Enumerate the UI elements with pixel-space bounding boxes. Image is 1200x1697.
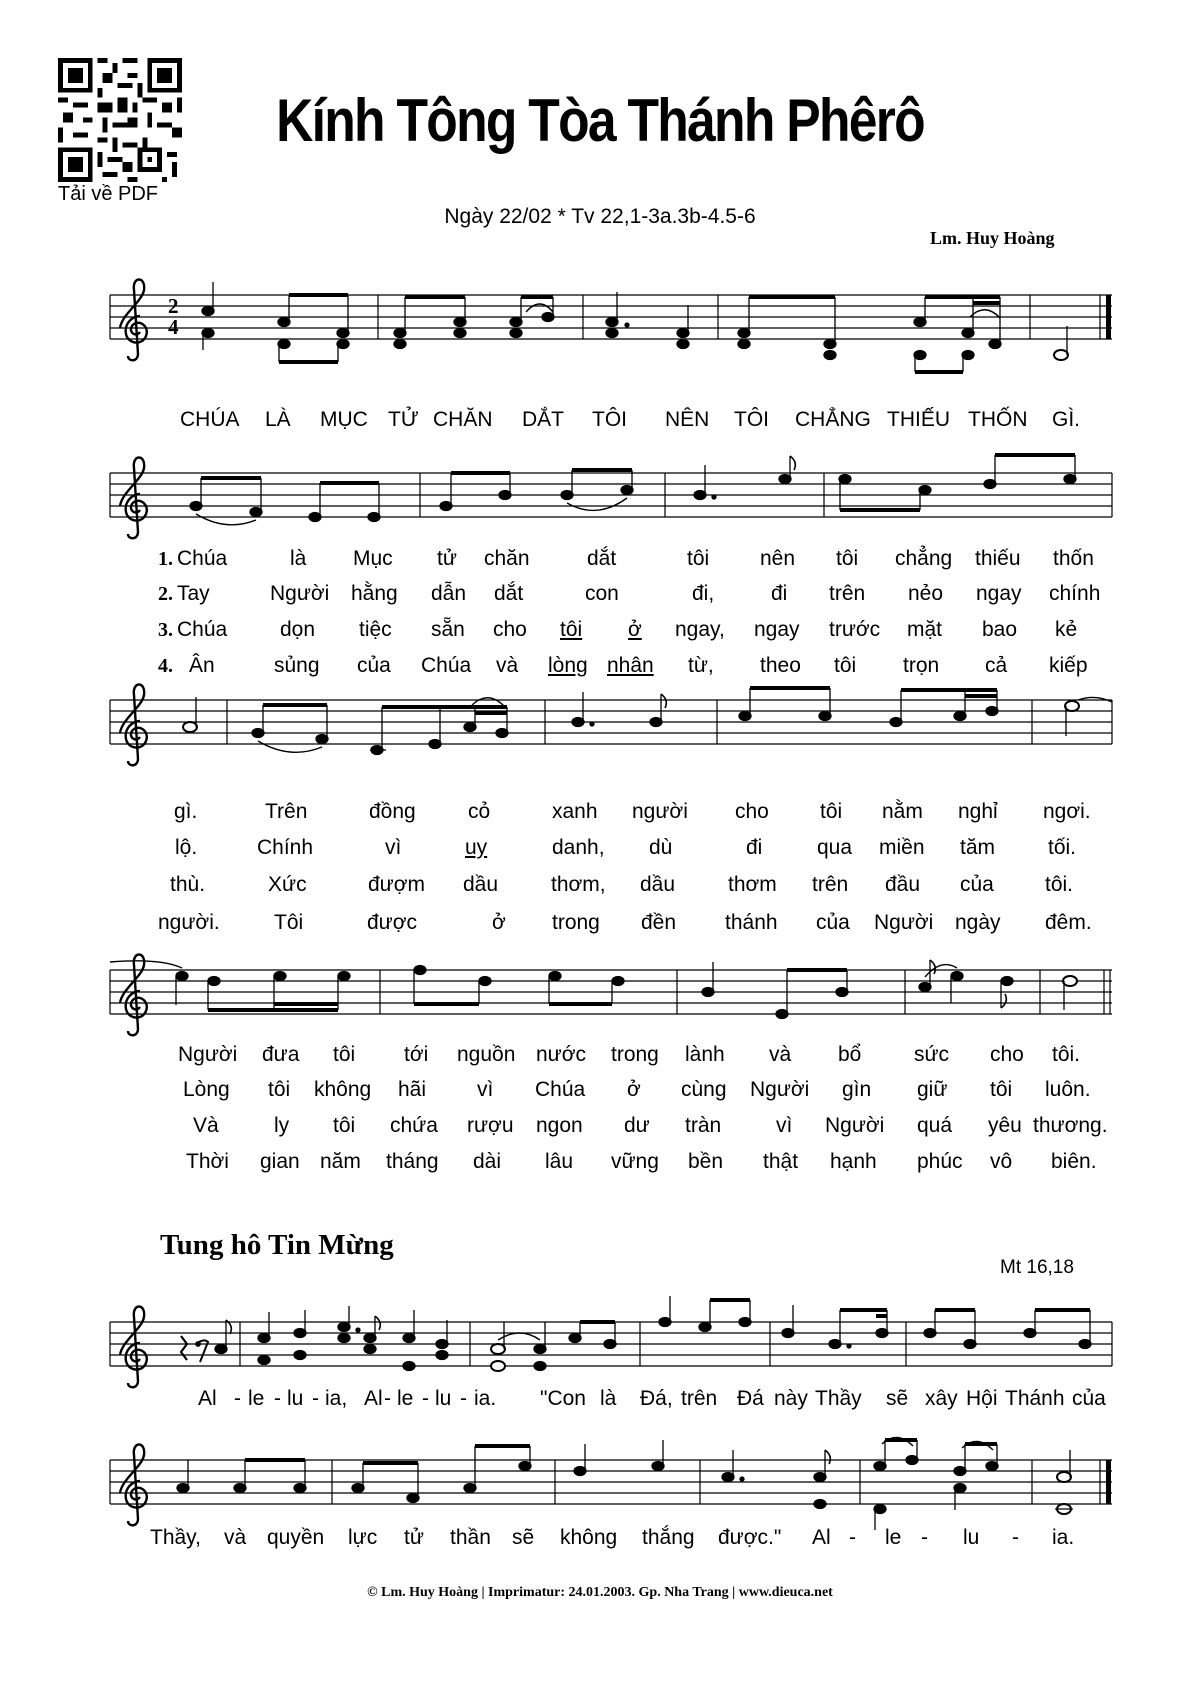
lyric: ngay, <box>675 618 725 641</box>
lyric: tử <box>404 1526 424 1549</box>
lyric: le <box>885 1526 902 1549</box>
lyric: mặt <box>907 618 943 641</box>
lyric: tôi <box>687 547 710 570</box>
lyric: lộ. <box>175 836 198 859</box>
lyric: Đá, <box>640 1387 673 1410</box>
lyric: được <box>367 911 418 934</box>
lyric: nhân <box>607 654 654 677</box>
lyric: biên. <box>1051 1150 1097 1173</box>
lyric: thơm <box>728 873 777 896</box>
lyric: cùng <box>681 1078 727 1101</box>
lyric: sủng <box>274 654 320 677</box>
lyric: thật <box>763 1150 799 1173</box>
lyric: luôn. <box>1045 1078 1091 1101</box>
lyric: - <box>384 1387 391 1410</box>
lyric: trong <box>611 1043 659 1066</box>
lyric: miền <box>879 836 925 859</box>
verse-staff-2 <box>110 685 1112 766</box>
lyric: không <box>560 1526 618 1549</box>
lyric: trước <box>829 618 881 641</box>
lyric: đượm <box>368 873 426 896</box>
lyric: ở <box>492 911 506 934</box>
lyric: Al <box>198 1387 217 1410</box>
lyric: thốn <box>1053 547 1094 570</box>
lyric: và <box>496 654 519 677</box>
lyric: nẻo <box>908 582 944 605</box>
lyric: - <box>312 1387 319 1410</box>
lyric: tôi <box>268 1078 291 1101</box>
lyric: trên <box>681 1387 718 1410</box>
lyric: đi <box>771 582 788 605</box>
lyric: nguồn <box>457 1043 516 1066</box>
lyric: Hội <box>966 1387 998 1410</box>
lyric: CHĂN <box>433 408 493 431</box>
lyric: của <box>357 654 391 677</box>
lyric: tới <box>404 1043 429 1066</box>
time-sig-top: 2 <box>168 294 179 318</box>
lyric: của <box>960 873 994 896</box>
lyric: "Con <box>540 1387 586 1410</box>
lyric: tối. <box>1048 836 1077 859</box>
lyric: gìn <box>842 1078 872 1101</box>
lyric: gian <box>260 1150 300 1173</box>
lyric: Thánh <box>1005 1387 1065 1410</box>
lyric: đưa <box>262 1043 300 1066</box>
lyric: THỐN <box>968 408 1028 431</box>
footer-copyright: © Lm. Huy Hoàng | Imprimatur: 24.01.2003. Gp. Nha Trang | www.dieuca.net <box>367 1585 833 1600</box>
time-sig-bottom: 4 <box>168 315 179 339</box>
lyric: này <box>774 1387 808 1410</box>
lyric: hằng <box>351 582 398 605</box>
lyric: Xức <box>268 873 307 896</box>
lyric: rượu <box>467 1114 514 1137</box>
acclamation-staff-2 <box>110 1437 1112 1530</box>
lyric: le <box>397 1387 414 1410</box>
lyric: lu <box>963 1526 980 1549</box>
lyric: - <box>1012 1526 1019 1549</box>
lyric: dầu <box>463 873 499 896</box>
lyric: cho <box>493 618 527 641</box>
verse-staff-3 <box>110 955 1112 1036</box>
lyric: tôi <box>333 1043 356 1066</box>
acclamation-title: Tung hô Tin Mừng <box>160 1229 394 1261</box>
lyric: le <box>248 1387 265 1410</box>
lyric: là <box>290 547 307 570</box>
lyric: kiếp <box>1049 654 1088 677</box>
lyric: giữ <box>917 1078 948 1101</box>
lyric: không <box>314 1078 372 1101</box>
lyric: người. <box>158 911 220 934</box>
lyric: chẳng <box>895 547 953 570</box>
lyric: năm <box>320 1150 361 1173</box>
lyric: ia, <box>325 1387 348 1410</box>
verse-number: 2. Tay <box>158 582 210 605</box>
lyric: qua <box>817 836 853 859</box>
lyric: Người <box>874 911 934 934</box>
lyric: MỤC <box>320 408 368 431</box>
lyric: cỏ <box>468 800 491 823</box>
lyric: ở <box>627 1078 641 1101</box>
lyric: bao <box>982 618 1018 641</box>
lyric: từ, <box>688 654 714 677</box>
lyric: ở <box>628 618 642 641</box>
lyric: cho <box>990 1043 1024 1066</box>
lyric: vì <box>477 1078 494 1101</box>
lyric: ngon <box>536 1114 583 1137</box>
lyric: lực <box>348 1526 378 1549</box>
lyric: dài <box>473 1150 502 1173</box>
acclamation-reference: Mt 16,18 <box>1000 1257 1074 1278</box>
lyric: DẮT <box>522 408 564 431</box>
lyric: tử <box>437 547 457 570</box>
lyric: - <box>460 1387 467 1410</box>
lyric: TỬ <box>388 408 419 431</box>
lyric: tôi. <box>1052 1043 1081 1066</box>
lyric: Và <box>193 1114 219 1137</box>
lyric: LÀ <box>265 408 291 431</box>
lyric: lâu <box>545 1150 574 1173</box>
lyric: quá <box>917 1114 953 1137</box>
lyric: thiếu <box>975 547 1021 570</box>
lyric: thắng <box>642 1526 695 1549</box>
lyric: trên <box>812 873 849 896</box>
lyric: nên <box>760 547 796 570</box>
lyric: trong <box>552 911 600 934</box>
lyric: vững <box>611 1150 659 1173</box>
lyric: Chúa <box>535 1078 586 1101</box>
lyric: Mục <box>353 547 393 570</box>
lyric: sẽ <box>512 1526 535 1549</box>
lyric: của <box>816 911 850 934</box>
lyric: thần <box>450 1526 491 1549</box>
lyric: cho <box>735 800 769 823</box>
lyric: Người <box>825 1114 885 1137</box>
lyric: chính <box>1049 582 1101 605</box>
lyric: dắt <box>587 547 617 570</box>
lyric: CHẲNG <box>795 408 871 431</box>
lyric: sức <box>914 1043 950 1066</box>
composer-name: Lm. Huy Hoàng <box>930 228 1055 248</box>
lyric: dắt <box>494 582 524 605</box>
lyric: gì. <box>174 800 198 823</box>
lyric: - <box>921 1526 928 1549</box>
lyric: tăm <box>960 836 996 859</box>
lyric: tràn <box>685 1114 722 1137</box>
lyric: ly <box>274 1114 290 1137</box>
lyric: dầu <box>640 873 676 896</box>
lyric: thánh <box>725 911 778 934</box>
lyric: thương. <box>1033 1114 1108 1137</box>
lyric: chăn <box>484 547 530 570</box>
lyric: lòng <box>548 654 588 677</box>
lyric: yêu <box>988 1114 1022 1137</box>
lyric: GÌ. <box>1052 408 1081 431</box>
lyric: tháng <box>386 1150 439 1173</box>
lyric: được." <box>718 1526 782 1549</box>
lyric: THIẾU <box>887 408 950 431</box>
lyric: tôi <box>560 618 583 641</box>
lyric: tôi <box>834 654 857 677</box>
lyric: trên <box>829 582 866 605</box>
lyric: tôi <box>333 1114 356 1137</box>
verse-staff-1 <box>110 455 1112 538</box>
lyric: cả <box>985 654 1008 677</box>
lyric: tôi <box>820 800 843 823</box>
lyric: Al <box>812 1526 831 1549</box>
download-pdf-link[interactable]: Tải về PDF <box>58 183 159 205</box>
lyric: vì <box>776 1114 793 1137</box>
refrain-staff <box>110 280 1112 373</box>
lyric: là <box>600 1387 617 1410</box>
lyric: Tôi <box>274 911 304 934</box>
lyric: đêm. <box>1045 911 1092 934</box>
lyric: ia. <box>474 1387 497 1410</box>
lyric: Al <box>364 1387 383 1410</box>
lyric: thù. <box>170 873 206 896</box>
lyric: - <box>422 1387 429 1410</box>
lyric: xây <box>925 1387 958 1410</box>
lyric: trọn <box>903 654 940 677</box>
lyric: - <box>849 1526 856 1549</box>
lyric: Trên <box>265 800 308 823</box>
lyric: lu <box>287 1387 304 1410</box>
lyric: Lòng <box>183 1078 230 1101</box>
lyric: ngơi. <box>1043 800 1091 823</box>
song-subtitle: Ngày 22/02 * Tv 22,1-3a.3b-4.5-6 <box>444 205 756 228</box>
lyric: nghỉ <box>958 800 998 823</box>
verse-number: 1. Chúa <box>158 547 228 570</box>
lyric: đi, <box>692 582 715 605</box>
lyric: TÔI <box>592 408 627 431</box>
lyric: sẽ <box>886 1387 909 1410</box>
lyric: chứa <box>390 1114 438 1137</box>
lyric: theo <box>760 654 801 677</box>
lyric: hãi <box>398 1078 427 1101</box>
lyric: bền <box>688 1150 724 1173</box>
lyric: xanh <box>552 800 598 823</box>
lyric: ngay <box>976 582 1022 605</box>
lyric: danh, <box>552 836 605 859</box>
lyric: NÊN <box>665 408 710 431</box>
lyric: TÔI <box>734 408 769 431</box>
lyric: vô <box>990 1150 1013 1173</box>
lyric: ngày <box>955 911 1001 934</box>
lyric: nằm <box>882 800 923 823</box>
lyric: của <box>1072 1387 1106 1410</box>
lyric: thơm, <box>551 873 606 896</box>
lyric: vì <box>385 836 402 859</box>
lyric: nước <box>536 1043 587 1066</box>
lyric: phúc <box>917 1150 963 1173</box>
lyric: dù <box>649 836 673 859</box>
lyric: CHÚA <box>180 408 240 431</box>
lyric: dọn <box>280 618 316 641</box>
lyric: uy <box>465 836 488 859</box>
lyric: tôi. <box>1045 873 1074 896</box>
lyric: kẻ <box>1055 618 1078 641</box>
lyric: - <box>234 1387 241 1410</box>
lyric: tôi <box>836 547 859 570</box>
lyric: dẫn <box>431 582 467 605</box>
lyric: bổ <box>838 1043 862 1066</box>
lyric: Thầy, <box>150 1526 201 1549</box>
lyric: tiệc <box>359 618 392 641</box>
lyric: con <box>585 582 619 605</box>
lyric: lu <box>435 1387 452 1410</box>
lyric: Người <box>270 582 330 605</box>
lyric: tôi <box>990 1078 1013 1101</box>
lyric: sẵn <box>431 618 465 641</box>
lyric: dư <box>624 1114 650 1137</box>
lyric: người <box>632 800 688 823</box>
verse-number: 4. Ân <box>158 654 215 677</box>
lyric: hạnh <box>830 1150 877 1173</box>
lyric: ngay <box>754 618 800 641</box>
lyric: lành <box>685 1043 725 1066</box>
verse-number: 3. Chúa <box>158 618 228 641</box>
lyric: ia. <box>1052 1526 1075 1549</box>
lyric: Đá <box>737 1387 764 1410</box>
lyric: đồng <box>369 800 416 823</box>
lyric: quyền <box>267 1526 325 1549</box>
lyric: Chính <box>257 836 314 859</box>
lyric: Người <box>178 1043 238 1066</box>
lyric: đầu <box>885 873 921 896</box>
lyric: Người <box>750 1078 810 1101</box>
lyric: Thầy <box>815 1387 862 1410</box>
lyric: đi <box>746 836 763 859</box>
lyric: và <box>224 1526 247 1549</box>
song-title: Kính Tông Tòa Thánh Phêrô <box>276 87 924 154</box>
lyric: Thời <box>186 1150 229 1173</box>
lyric: và <box>769 1043 792 1066</box>
lyric: - <box>274 1387 281 1410</box>
acclamation-staff-1 <box>110 1296 1112 1387</box>
lyric: đền <box>641 911 677 934</box>
lyric: Chúa <box>421 654 472 677</box>
